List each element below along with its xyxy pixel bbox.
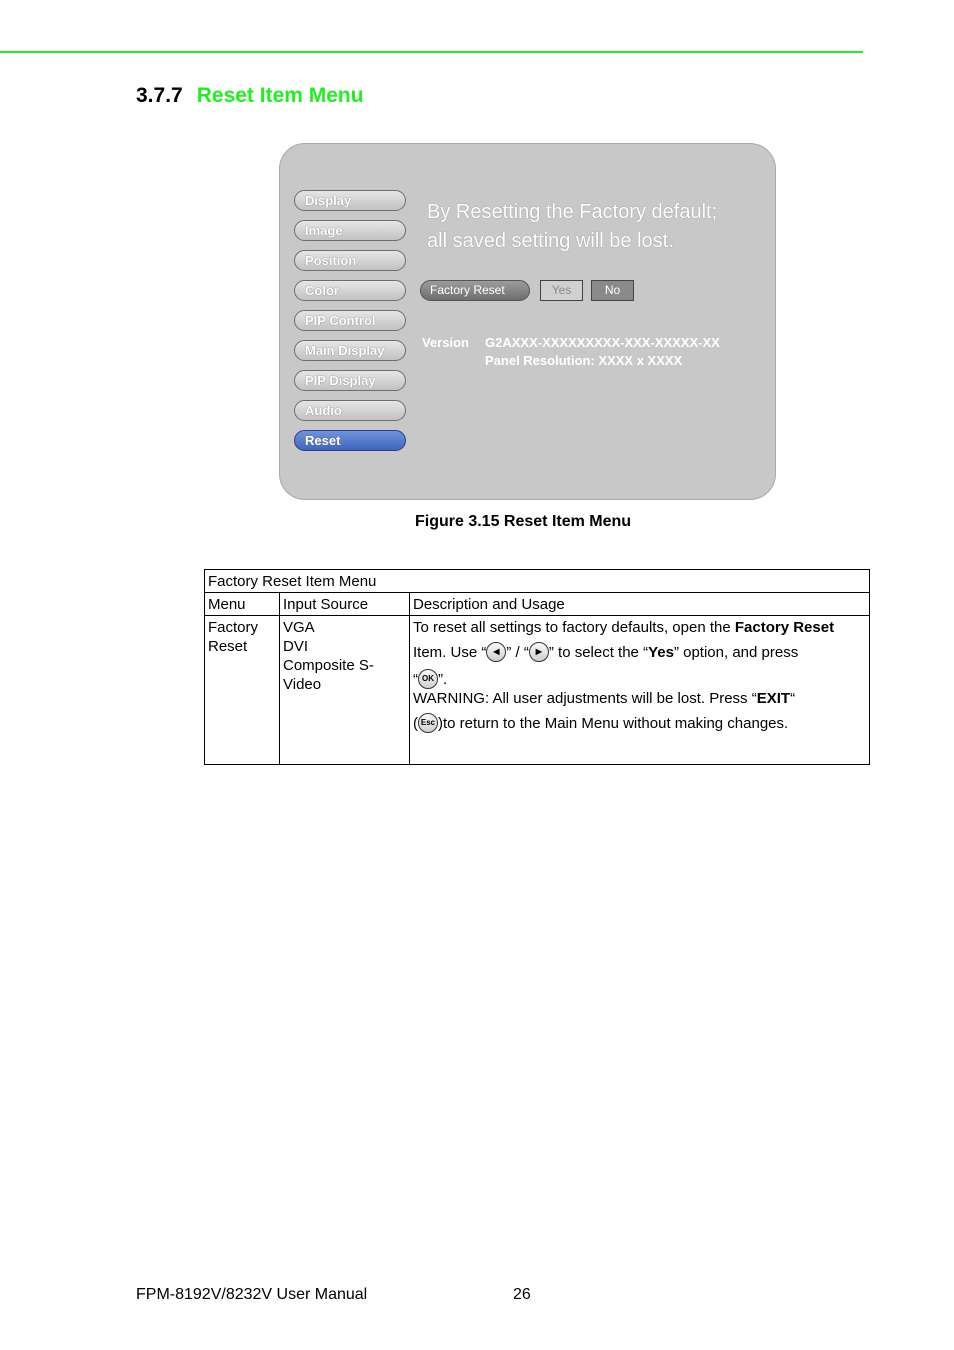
yes-button[interactable]: Yes: [540, 280, 583, 301]
section-number: 3.7.7: [136, 84, 183, 107]
desc-text: ” / “: [506, 644, 529, 661]
osd-menu-item-image[interactable]: Image: [294, 220, 406, 241]
osd-menu-item-main-display[interactable]: Main Display: [294, 340, 406, 361]
right-arrow-button-icon: ▶: [529, 642, 549, 662]
desc-line-1: [413, 618, 866, 637]
desc-text: ”.: [438, 671, 448, 688]
osd-reset-warning: [427, 198, 757, 256]
osd-menu-item-reset[interactable]: Reset: [294, 430, 406, 451]
cell-description: [410, 616, 870, 765]
footer-page-number: 26: [513, 1286, 531, 1303]
desc-line-4: [413, 689, 866, 708]
osd-menu-item-display[interactable]: Display: [294, 190, 406, 211]
ok-button-icon: OK: [418, 669, 438, 689]
desc-text: (: [413, 715, 418, 732]
figure-caption: Figure 3.15 Reset Item Menu: [415, 513, 632, 530]
cell-menu: [205, 616, 280, 765]
desc-text: )to return to the Main Menu without making changes.: [438, 715, 789, 732]
desc-line-3: [413, 669, 866, 689]
osd-menu-item-pip-display[interactable]: PIP Display: [294, 370, 406, 391]
menu-line: Reset: [208, 638, 248, 655]
desc-text: ” to select the “: [548, 644, 649, 661]
osd-warning-line-2: all saved setting will be lost.: [427, 230, 674, 252]
desc-text: ” option, and press: [673, 644, 799, 661]
desc-bold-yes: Yes: [648, 644, 674, 661]
no-button[interactable]: No: [591, 280, 634, 301]
factory-reset-button[interactable]: Factory Reset: [420, 280, 530, 301]
panel-resolution: Panel Resolution: XXXX x XXXX: [485, 353, 683, 368]
header-rule: [0, 51, 863, 53]
desc-text: WARNING: All user adjustments will be lost. Press “: [413, 690, 757, 707]
osd-menu-item-pip-control[interactable]: PIP Control: [294, 310, 406, 331]
osd-menu-item-color[interactable]: Color: [294, 280, 406, 301]
desc-bold-factory-reset: Factory Reset: [734, 619, 835, 636]
cell-input-source: [280, 616, 410, 765]
left-arrow-button-icon: ◀: [486, 642, 506, 662]
osd-menu-item-audio[interactable]: Audio: [294, 400, 406, 421]
source-line: Video: [283, 676, 322, 693]
table-title: Factory Reset Item Menu: [205, 570, 870, 593]
desc-text: Item. Use “: [413, 644, 487, 661]
source-line: VGA: [283, 619, 315, 636]
version-label: Version: [422, 335, 469, 350]
header-input-source: Input Source: [280, 593, 410, 616]
section-title: Reset Item Menu: [196, 84, 364, 107]
osd-menu-item-position[interactable]: Position: [294, 250, 406, 271]
footer-manual-title: FPM-8192V/8232V User Manual: [136, 1286, 368, 1303]
desc-text: To reset all settings to factory defaults, open the: [413, 619, 735, 636]
desc-line-5: [413, 708, 866, 740]
table-row: [205, 616, 870, 765]
version-value: G2AXXX-XXXXXXXXX-XXX-XXXXX-XX: [485, 335, 720, 350]
desc-text: “: [790, 690, 796, 707]
menu-line: Factory: [208, 619, 259, 636]
desc-text: “: [413, 671, 418, 688]
desc-line-2: [413, 637, 866, 669]
osd-warning-line-1: By Resetting the Factory default;: [427, 201, 718, 223]
osd-reset-menu-screenshot: [279, 143, 776, 500]
desc-bold-exit: EXIT: [756, 690, 791, 707]
source-line: Composite S-: [283, 657, 374, 674]
section-heading: [136, 84, 364, 108]
header-menu: Menu: [205, 593, 280, 616]
esc-button-icon: Esc: [418, 713, 438, 733]
header-description: Description and Usage: [410, 593, 870, 616]
factory-reset-table: [204, 569, 870, 765]
source-line: DVI: [283, 638, 309, 655]
